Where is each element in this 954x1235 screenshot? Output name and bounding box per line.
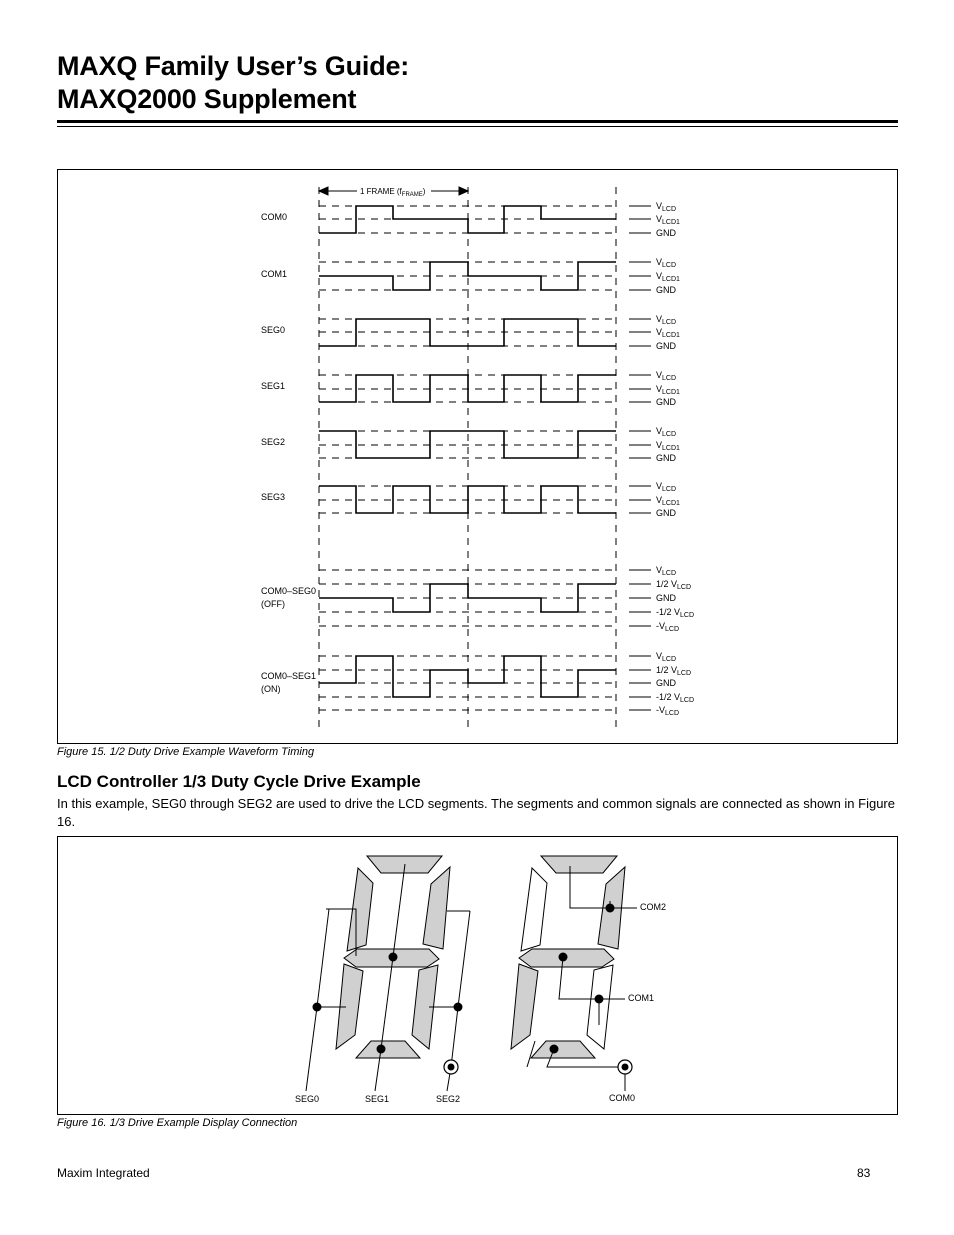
level-label: $V_{LCD}$ <box>656 565 677 577</box>
level-label: $V_{LCD}$ <box>656 201 677 213</box>
left-digit-segment-b <box>423 867 450 949</box>
section-body: In this example, SEG0 through SEG2 are used to drive the LCD segments. The segments and common signals are connected as shown in Figure 16. <box>57 796 895 829</box>
level-label: GND <box>656 228 676 238</box>
level-label: GND <box>656 453 676 463</box>
label-com0: COM0 <box>609 1093 636 1103</box>
level-label: $V_{LCD}$ <box>656 257 677 269</box>
level-label: $-V_{LCD}$ <box>656 621 680 633</box>
level-label: GND <box>656 678 676 688</box>
seg2-node <box>454 1003 463 1012</box>
figure-16-caption: Figure 16. 1/3 Drive Example Display Connection <box>57 1117 298 1129</box>
level-label: $V_{LCD1}$ <box>656 214 680 226</box>
seven-segment-diagram <box>58 837 897 1114</box>
level-label: GND <box>656 508 676 518</box>
level-label: -1/2 $V_{LCD}$ <box>656 692 695 704</box>
title-rule-thin <box>57 126 898 127</box>
level-label: $V_{LCD1}$ <box>656 495 680 507</box>
level-label: $V_{LCD}$ <box>656 481 677 493</box>
section-heading: LCD Controller 1/3 Duty Cycle Drive Example <box>57 772 421 791</box>
signal-name: SEG2 <box>261 437 286 447</box>
signal-name: SEG3 <box>261 492 286 502</box>
seg0-node <box>313 1003 322 1012</box>
signal-name: COM0–SEG1 <box>261 671 317 681</box>
right-digit-segment-f <box>521 868 547 951</box>
level-label: $V_{LCD}$ <box>656 370 677 382</box>
signal-state: (ON) <box>261 684 281 694</box>
label-seg1: SEG1 <box>365 1094 390 1104</box>
figure-16-display-connection <box>57 836 898 1115</box>
waveform-diagram <box>58 170 897 743</box>
level-label: GND <box>656 285 676 295</box>
signal-name: SEG0 <box>261 325 286 335</box>
left-digit-segment-d <box>356 1041 420 1058</box>
waveform-com0-seg1 <box>319 656 616 697</box>
right-digit-segment-d <box>531 1041 595 1058</box>
footer-page-number: 83 <box>857 1166 871 1180</box>
label-com2: COM2 <box>640 902 667 912</box>
frame-label: 1 FRAME $(f_{FRAME})$ <box>360 187 426 198</box>
seg1-node-top <box>389 953 398 962</box>
level-label: $V_{LCD1}$ <box>656 384 680 396</box>
signal-name: COM0–SEG0 <box>261 586 317 596</box>
level-label: GND <box>656 341 676 351</box>
level-label: 1/2 $V_{LCD}$ <box>656 579 692 591</box>
signal-state: (OFF) <box>261 599 285 609</box>
level-label: $V_{LCD}$ <box>656 314 677 326</box>
signal-name: SEG1 <box>261 381 286 391</box>
label-com1: COM1 <box>628 993 655 1003</box>
title-rule <box>57 120 898 123</box>
com1-node <box>595 995 604 1004</box>
level-label: $V_{LCD}$ <box>656 651 677 663</box>
right-g-node <box>559 953 568 962</box>
right-d-node <box>550 1045 559 1054</box>
seg1-node-bottom <box>377 1045 386 1054</box>
signal-name: COM1 <box>261 269 288 279</box>
level-label: GND <box>656 593 676 603</box>
title-line-2: MAXQ2000 Supplement <box>57 84 357 114</box>
document-title <box>57 50 409 116</box>
right-digit-segment-c <box>587 965 613 1049</box>
level-label: GND <box>656 397 676 407</box>
level-label: 1/2 $V_{LCD}$ <box>656 665 692 677</box>
level-label: $V_{LCD1}$ <box>656 271 680 283</box>
com2-node <box>606 904 615 913</box>
title-line-1: MAXQ Family User’s Guide: <box>57 51 410 81</box>
figure-15-caption: Figure 15. 1/2 Duty Drive Example Waveform Timing <box>57 746 315 758</box>
right-digit-segment-e <box>511 964 538 1049</box>
level-label: -1/2 $V_{LCD}$ <box>656 607 695 619</box>
level-label: $V_{LCD1}$ <box>656 327 680 339</box>
figure-15-waveform <box>57 169 898 744</box>
level-label: $V_{LCD}$ <box>656 426 677 438</box>
footer-company: Maxim Integrated <box>57 1166 150 1180</box>
level-label: $-V_{LCD}$ <box>656 705 680 717</box>
label-seg0: SEG0 <box>295 1094 320 1104</box>
label-seg2: SEG2 <box>436 1094 461 1104</box>
signal-name: COM0 <box>261 212 288 222</box>
level-label: $V_{LCD1}$ <box>656 440 680 452</box>
right-digit-segment-a <box>541 856 617 873</box>
